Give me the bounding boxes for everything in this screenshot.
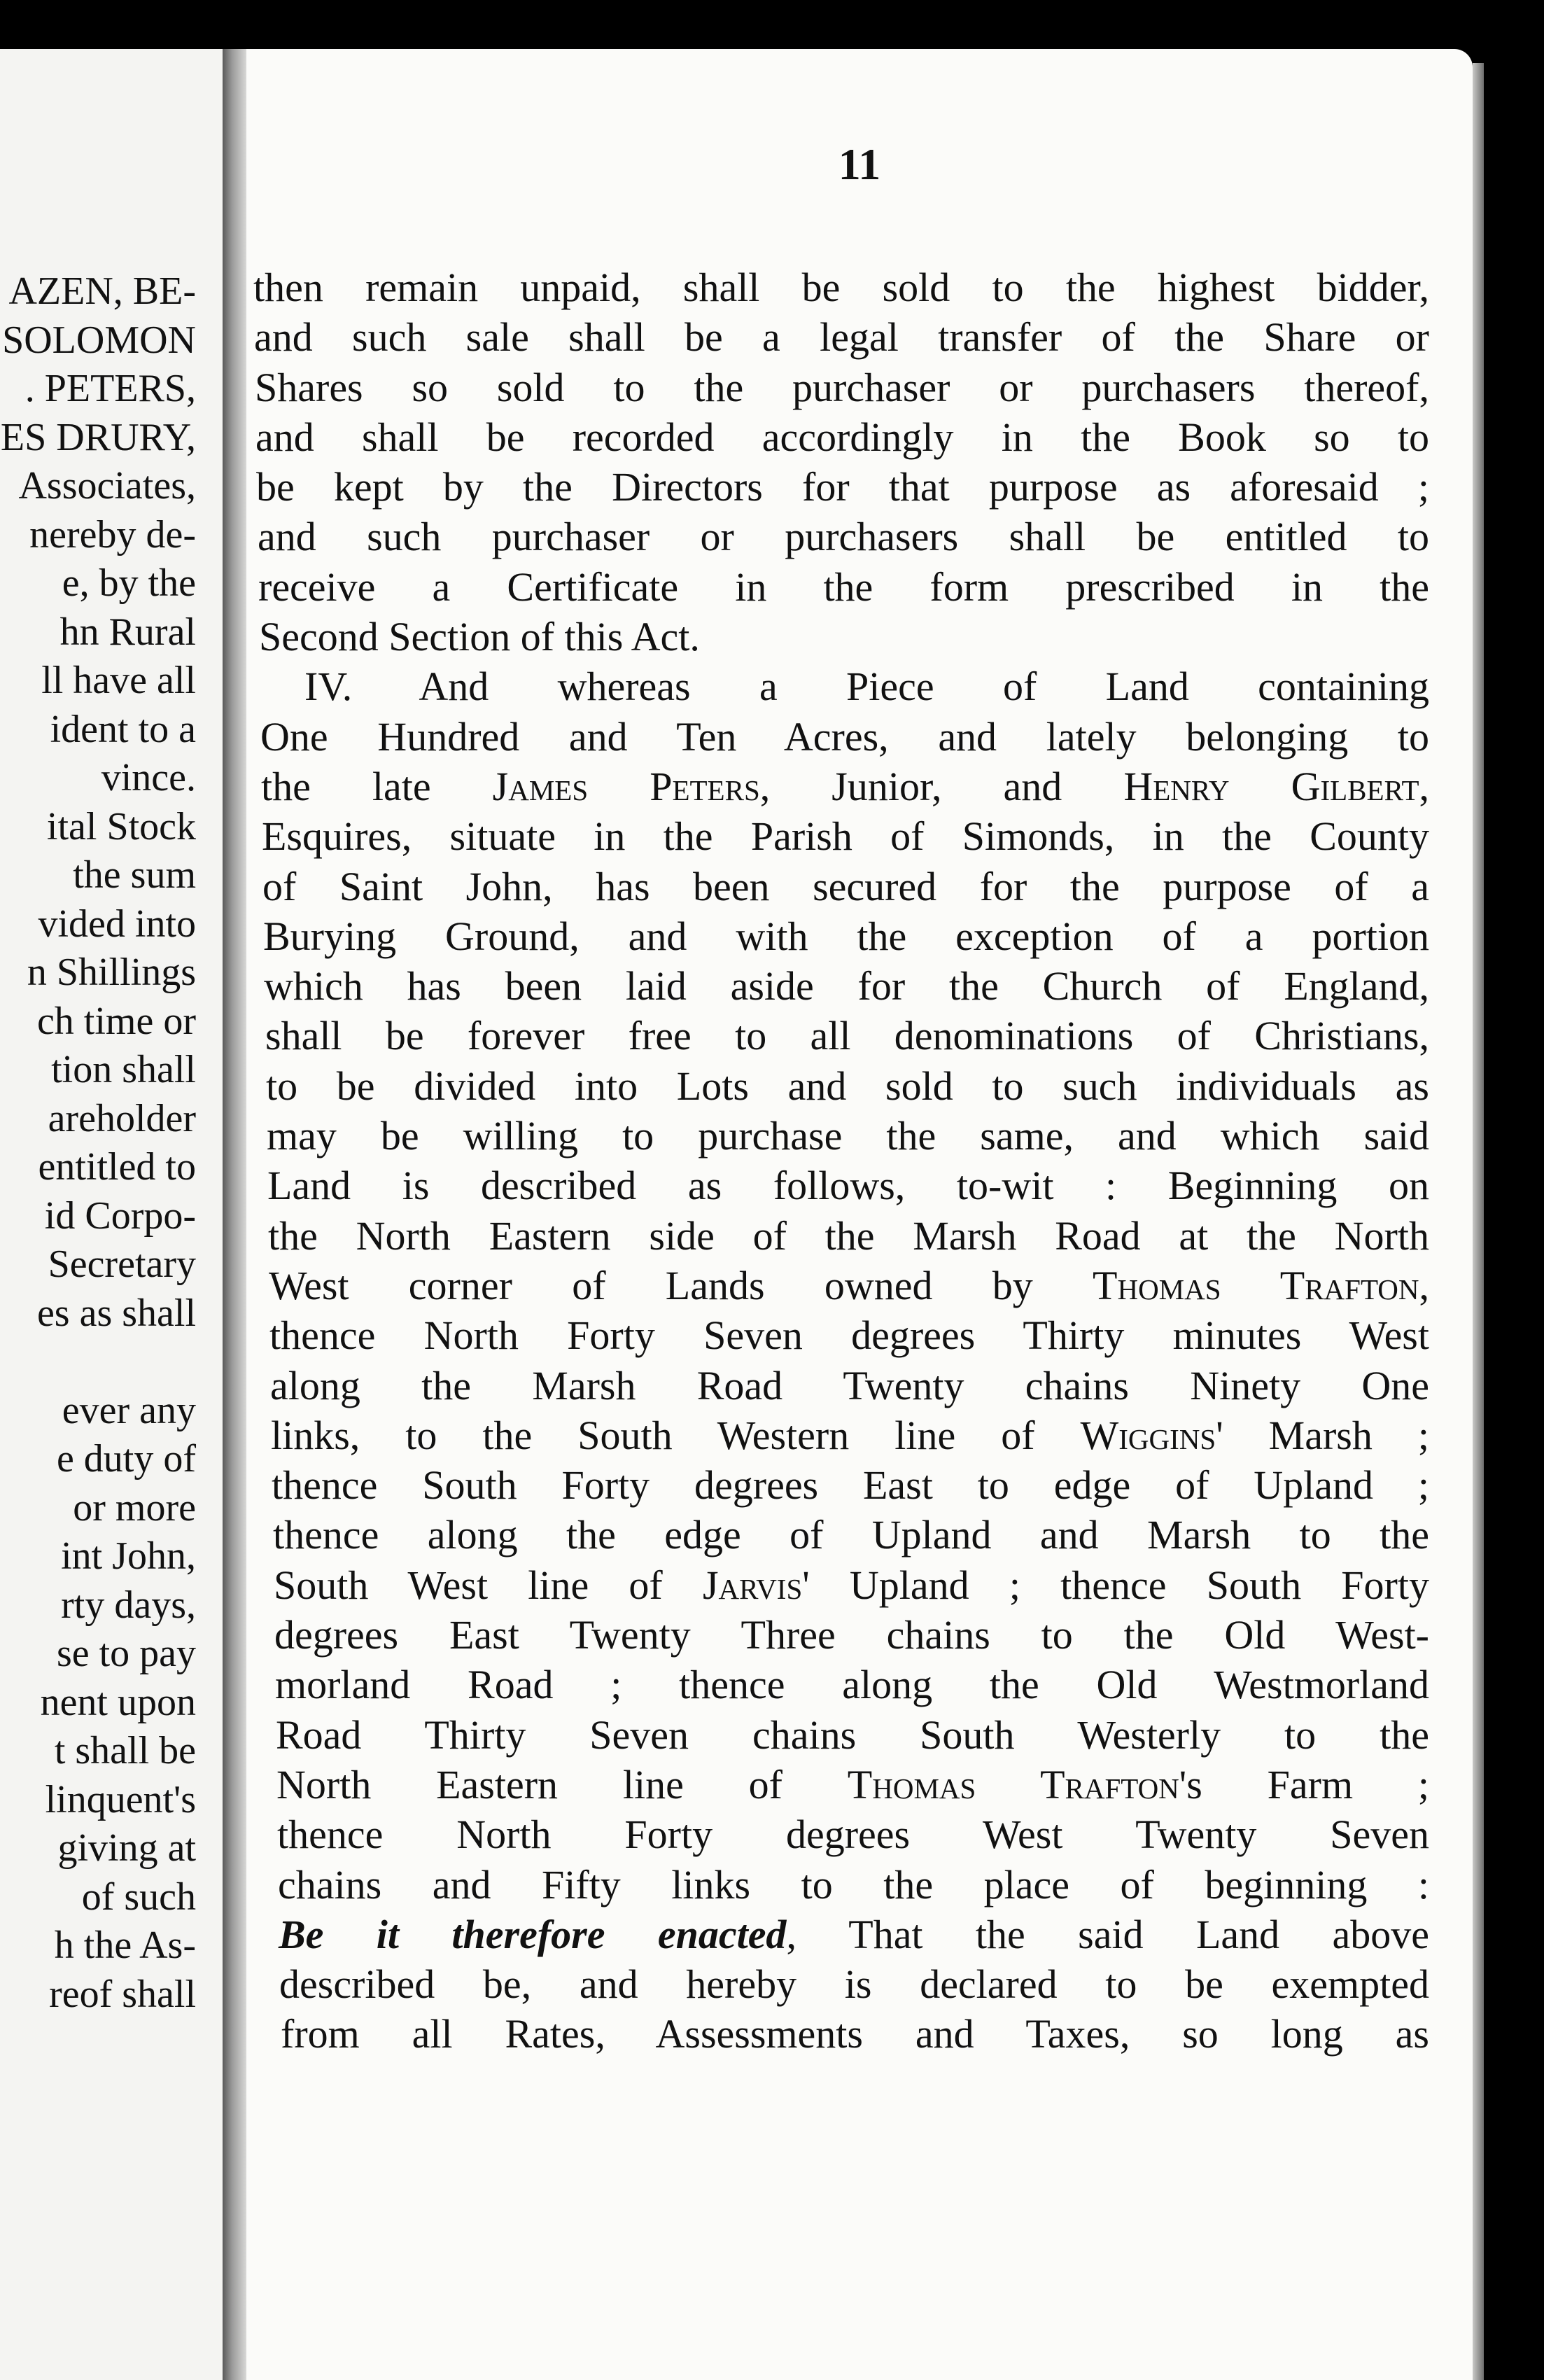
text-run: may be willing to purchase the same, and which said [267, 1113, 1429, 1159]
previous-page-line [1, 1338, 196, 1387]
text-run: , [1419, 1262, 1429, 1308]
text-run: Second Section of this Act. [259, 614, 700, 660]
body-line [253, 1061, 1429, 1111]
text-run: Esquires, situate in the Parish of Simonds, in the County [262, 813, 1429, 860]
body-line [253, 1560, 1429, 1610]
body-line [253, 662, 1429, 711]
book-gutter [223, 49, 246, 2380]
small-caps-name: Thomas Trafton [847, 1761, 1179, 1807]
previous-page-line: SOLOMON [2, 318, 196, 362]
previous-page-line: Associates, [18, 464, 196, 507]
previous-page-line: e, by the [62, 561, 196, 605]
body-line [253, 1161, 1429, 1210]
body-line [253, 1310, 1429, 1360]
previous-page-line: h the As- [54, 1924, 196, 1967]
text-run: the late [261, 763, 493, 809]
text-run: ' Marsh ; [1216, 1412, 1430, 1458]
text-run: Road Thirty Seven chains South Westerly to the [276, 1712, 1429, 1758]
enacting-clause: Be it therefore enacted [279, 1911, 787, 1957]
body-line [253, 1510, 1429, 1560]
page-number: 11 [838, 139, 881, 189]
body-line [253, 363, 1429, 412]
text-run: thence North Forty Seven degrees Thirty minutes West [269, 1312, 1429, 1359]
previous-page-fragment [0, 49, 223, 2380]
previous-page-line: the sum [73, 853, 196, 897]
body-line [253, 1910, 1429, 1959]
previous-page-line: ident to a [50, 707, 196, 751]
previous-page-line: rty days, [61, 1583, 196, 1627]
previous-page-line: nent upon [40, 1680, 196, 1724]
body-line [253, 1610, 1429, 1660]
body-line [253, 612, 1429, 662]
previous-page-line: AZEN, BE- [8, 270, 196, 313]
body-line [253, 1660, 1429, 1709]
previous-page-line: int John, [61, 1534, 196, 1578]
previous-page-line: areholder [48, 1096, 196, 1140]
previous-page-line: vince. [101, 756, 196, 799]
text-run: thence North Forty degrees West Twenty Seven [277, 1812, 1429, 1858]
small-caps-name: Henry Gilbert [1123, 763, 1419, 809]
body-line [253, 911, 1429, 961]
page-edge [1473, 63, 1484, 2380]
text-run: shall be forever free to all denominations of Christians, [265, 1013, 1429, 1059]
body-line [253, 2009, 1429, 2059]
body-line [253, 1760, 1429, 1809]
body-line [253, 462, 1429, 512]
text-run: , Junior, and [759, 763, 1124, 809]
previous-page-line: nereby de- [29, 512, 196, 556]
body-line [253, 262, 1429, 312]
previous-page-line: ll have all [41, 659, 196, 702]
text-run: then remain unpaid, shall be sold to the highest bidder, [253, 265, 1429, 310]
body-line [253, 1410, 1429, 1460]
text-run: North Eastern line of [276, 1761, 848, 1807]
text-run: described be, and hereby is declared to be exempted [279, 1961, 1429, 2008]
text-run: degrees East Twenty Three chains to the Old West- [274, 1612, 1429, 1658]
text-run: morland Road ; thence along the Old Westmorland [275, 1662, 1429, 1708]
text-run: thence along the edge of Upland and Marsh to the [273, 1512, 1429, 1558]
previous-page-line: ch time or [36, 999, 196, 1043]
body-line [253, 562, 1429, 612]
text-run: thence South Forty degrees East to edge of Upland ; [272, 1462, 1429, 1508]
body-line [253, 862, 1429, 911]
text-run: and shall be recorded accordingly in the Book so to [255, 414, 1429, 460]
text-run: chains and Fifty links to the place of beginning : [278, 1861, 1429, 1907]
previous-page-line: Secretary [48, 1242, 196, 1286]
body-line [253, 1211, 1429, 1261]
text-run: South West line of [274, 1562, 703, 1608]
small-caps-name: Thomas Trafton [1093, 1262, 1419, 1308]
small-caps-name: Wiggins [1080, 1412, 1216, 1458]
previous-page-line: . PETERS, [24, 367, 196, 410]
text-run: , [1419, 763, 1429, 809]
previous-page-line: se to pay [56, 1632, 196, 1675]
previous-page-line: id Corpo- [44, 1194, 196, 1238]
text-run: Land is described as follows, to-wit : Beginning on [267, 1163, 1429, 1209]
text-run: receive a Certificate in the form prescribed in the [258, 564, 1429, 610]
text-run: West corner of Lands owned by [269, 1262, 1093, 1308]
previous-page-line: es as shall [36, 1291, 196, 1335]
previous-page-line: ever any [62, 1388, 196, 1432]
text-run: Shares so sold to the purchaser or purchasers thereof, [255, 364, 1429, 410]
body-line [253, 1809, 1429, 1859]
body-line [253, 512, 1429, 561]
text-run: links, to the South Western line of [271, 1412, 1081, 1458]
body-line [253, 712, 1429, 762]
body-line [253, 1710, 1429, 1760]
text-run: of Saint John, has been secured for the purpose of a [262, 863, 1429, 909]
previous-page-line: n Shillings [27, 951, 196, 994]
text-run: and such sale shall be a legal transfer of the Share or [254, 314, 1429, 360]
previous-page-line: ES DRURY, [0, 415, 196, 459]
previous-page-line: giving at [57, 1826, 196, 1870]
text-run: to be divided into Lots and sold to such individuals as [266, 1063, 1429, 1109]
body-line [253, 1460, 1429, 1510]
body-line [253, 811, 1429, 861]
page-body-text [253, 262, 1429, 2059]
body-line [253, 961, 1429, 1011]
previous-page-text [1, 267, 196, 2019]
previous-page-line: of such [81, 1875, 196, 1919]
text-run: the North Eastern side of the Marsh Road at the North [268, 1212, 1429, 1259]
body-line [253, 1261, 1429, 1310]
text-run: Burying Ground, and with the exception of a portion [263, 913, 1429, 959]
text-run: be kept by the Directors for that purpose as aforesaid ; [256, 464, 1429, 510]
previous-page-line: t shall be [54, 1729, 196, 1772]
previous-page-line: tion shall [51, 1048, 196, 1091]
body-line [253, 412, 1429, 462]
previous-page-line: entitled to [38, 1145, 196, 1189]
previous-page-line: reof shall [49, 1972, 196, 2016]
current-page [246, 49, 1473, 2380]
text-run: along the Marsh Road Twenty chains Ninety One [270, 1362, 1429, 1408]
text-run: which has been laid aside for the Church of England, [264, 963, 1429, 1009]
body-line [253, 762, 1429, 811]
previous-page-line: linquent's [45, 1777, 196, 1821]
text-run: and such purchaser or purchasers shall be entitled to [258, 514, 1429, 560]
text-run: IV. And whereas a Piece of Land containing [304, 664, 1429, 710]
previous-page-line: e duty of [56, 1437, 196, 1480]
body-line [253, 1011, 1429, 1060]
body-line [253, 1111, 1429, 1161]
previous-page-line: hn Rural [59, 610, 196, 654]
body-line [253, 1361, 1429, 1410]
previous-page-line: or more [73, 1485, 196, 1530]
small-caps-name: Jarvis [702, 1562, 803, 1608]
previous-page-line: vided into [38, 902, 196, 946]
text-run: One Hundred and Ten Acres, and lately belonging to [260, 713, 1429, 760]
body-line [253, 312, 1429, 362]
text-run: , That the said Land above [786, 1911, 1429, 1957]
small-caps-name: James Peters [492, 763, 760, 809]
text-run: 's Farm ; [1179, 1761, 1429, 1807]
previous-page-line: ital Stock [46, 804, 196, 848]
body-line [253, 1959, 1429, 2009]
body-line [253, 1860, 1429, 1910]
text-run: ' Upland ; thence South Forty [802, 1562, 1429, 1608]
text-run: from all Rates, Assessments and Taxes, so long as [281, 2011, 1429, 2057]
